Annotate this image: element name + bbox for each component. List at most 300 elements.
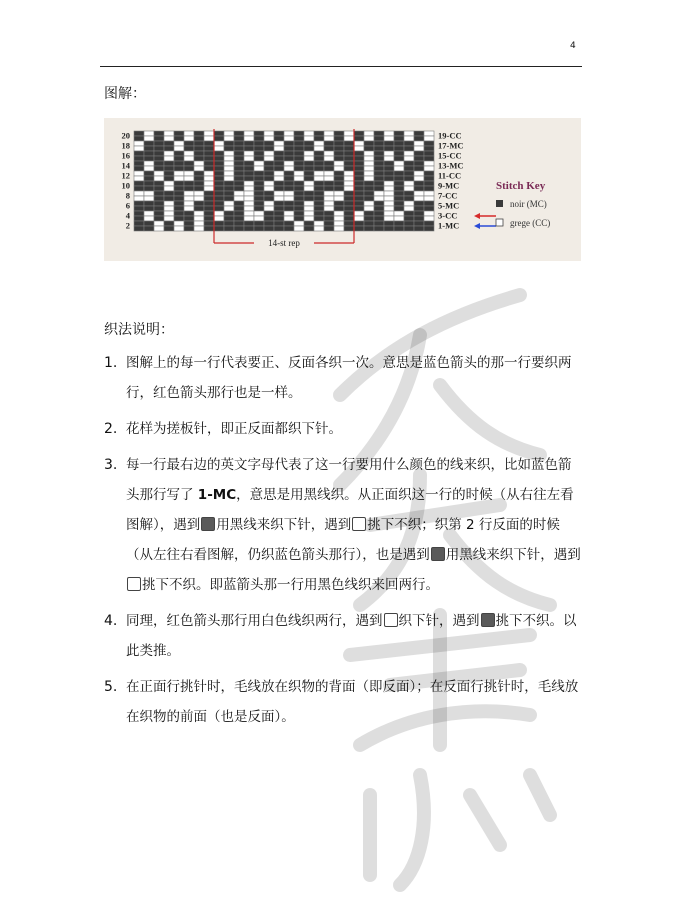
step-text: 花样为搓板针，即正反面都织下针。 [126,421,342,437]
chart-cell [304,221,314,226]
chart-cell [334,146,344,151]
row-number: 6 [125,200,130,211]
chart-cell [234,141,244,146]
chart-cell [424,211,434,216]
chart-cell [234,221,244,226]
chart-cell [344,191,354,196]
chart-cell [274,146,284,151]
chart-cell [354,171,364,176]
chart-cell [154,201,164,206]
chart-cell [244,206,254,211]
chart-cell [184,141,194,146]
chart-cell [394,196,404,201]
chart-cell [324,186,334,191]
chart-cell [334,161,344,166]
chart-cell [414,151,424,156]
chart-cell [394,226,404,231]
chart-cell [184,206,194,211]
step-text: 在正面行挑针时，毛线放在织物的背面（即反面）；在反面行挑针时，毛线放在织物的前面（也是反面）。 [126,679,579,725]
chart-cell [264,136,274,141]
chart-cell [224,196,234,201]
chart-cell [274,136,284,141]
chart-cell [274,151,284,156]
row-label: 1-MC [438,220,460,231]
chart-cell [244,171,254,176]
chart-cell [344,146,354,151]
chart-cell [294,221,304,226]
chart-cell [164,166,174,171]
chart-cell [304,161,314,166]
chart-cell [234,131,244,136]
chart-cell [294,186,304,191]
chart-cell [364,146,374,151]
chart-cell [424,166,434,171]
chart-cell [284,181,294,186]
chart-cell [264,201,274,206]
chart-cell [364,221,374,226]
chart-cell [194,171,204,176]
chart-cell [184,221,194,226]
chart-cell [414,216,424,221]
chart-cell [194,131,204,136]
chart-cell [284,146,294,151]
chart-cell [284,211,294,216]
chart-cell [304,146,314,151]
chart-cell [404,141,414,146]
chart-cell [174,216,184,221]
chart-cell [164,211,174,216]
chart-cell [284,176,294,181]
stitch-key [496,180,550,228]
chart-cell [254,141,264,146]
chart-cell [334,171,344,176]
chart-cell [384,136,394,141]
chart-cell [314,191,324,196]
chart-cell [274,176,284,181]
chart-cell [214,156,224,161]
chart-cell [404,156,414,161]
chart-cell [204,181,214,186]
chart-cell [364,151,374,156]
chart-cell [414,176,424,181]
chart-cell [384,161,394,166]
chart-cell [384,181,394,186]
chart-cell [254,201,264,206]
chart-cell [384,226,394,231]
chart-cell [284,216,294,221]
chart-cell [354,201,364,206]
chart-cell [164,146,174,151]
chart-cell [214,211,224,216]
row-numbers [122,131,131,231]
chart-cell [164,176,174,181]
chart-cell [334,196,344,201]
red-arrow-icon [474,213,480,219]
chart-cell [254,151,264,156]
chart-cell [294,171,304,176]
chart-cell [274,221,284,226]
chart-cell [354,226,364,231]
chart-cell [314,186,324,191]
chart-cell [234,181,244,186]
chart-cell [274,206,284,211]
chart-cell [324,161,334,166]
chart-cell [294,156,304,161]
chart-cell [334,186,344,191]
row-labels [438,131,464,231]
chart-cell [174,201,184,206]
chart-cell [374,216,384,221]
chart-cell [344,131,354,136]
chart-cell [234,136,244,141]
chart-cell [214,136,224,141]
chart-cell [134,136,144,141]
colorwork-chart [104,118,581,261]
chart-cell [394,201,404,206]
chart-cell [224,136,234,141]
chart-cell [394,171,404,176]
chart-cell [144,156,154,161]
chart-cell [184,186,194,191]
chart-cell [224,171,234,176]
chart-cell [344,226,354,231]
chart-cell [154,161,164,166]
chart-cell [204,176,214,181]
chart-cell [364,166,374,171]
key-title: Stitch Key [496,180,546,192]
chart-cell [314,216,324,221]
dark-square-icon [201,517,215,531]
chart-cell [304,196,314,201]
chart-cell [384,131,394,136]
chart-cell [224,141,234,146]
chart-cell [284,186,294,191]
chart-cell [134,146,144,151]
chart-cell [344,161,354,166]
chart-cell [154,171,164,176]
step-text: 挑下不织。以此类推。 [126,613,577,659]
chart-cell [304,186,314,191]
chart-cell [414,196,424,201]
chart-cell [164,161,174,166]
chart-cell [244,161,254,166]
chart-cell [344,156,354,161]
chart-cell [384,186,394,191]
chart-cell [184,176,194,181]
chart-cell [294,166,304,171]
chart-cell [224,146,234,151]
chart-cell [134,201,144,206]
chart-cell [294,196,304,201]
chart-cell [134,131,144,136]
chart-cell [134,186,144,191]
chart-cell [174,181,184,186]
mc-code: 1-MC [197,487,237,503]
chart-cell [274,196,284,201]
chart-cell [404,131,414,136]
chart-cell [184,161,194,166]
chart-cell [134,216,144,221]
chart-cell [334,226,344,231]
chart-cell [234,201,244,206]
chart-cell [294,136,304,141]
chart-cell [274,191,284,196]
chart-cell [424,161,434,166]
chart-cell [304,151,314,156]
chart-cell [344,206,354,211]
chart-cell [164,201,174,206]
chart-cell [174,196,184,201]
chart-cell [334,166,344,171]
step-text: 每一行最右边的英文字母代表了这一行要用什么颜色的线来织，比如蓝色箭头那行写了 [126,457,572,503]
chart-cell [244,221,254,226]
chart-cell [384,201,394,206]
row-number: 16 [121,150,130,161]
chart-cell [414,226,424,231]
chart-cell [304,141,314,146]
chart-cell [184,211,194,216]
chart-cell [304,166,314,171]
chart-cell [204,136,214,141]
chart-cell [254,181,264,186]
chart-cell [194,146,204,151]
chart-cell [194,151,204,156]
chart-cell [164,136,174,141]
chart-cell [344,171,354,176]
chart-cell [324,166,334,171]
chart-cell [194,226,204,231]
chart-cell [174,186,184,191]
chart-cell [234,206,244,211]
chart-cell [404,181,414,186]
chart-cell [354,136,364,141]
row-number: 14 [121,160,130,171]
chart-cell [274,171,284,176]
chart-cell [244,226,254,231]
chart-cell [334,151,344,156]
chart-grid [134,131,434,231]
chart-cell [224,181,234,186]
chart-cell [184,146,194,151]
chart-cell [374,176,384,181]
step-2 [104,414,584,444]
chart-cell [164,171,174,176]
chart-cell [144,226,154,231]
light-square-icon [352,517,366,531]
row-number: 2 [125,220,130,231]
chart-cell [184,136,194,141]
chart-cell [294,176,304,181]
chart-cell [424,181,434,186]
chart-cell [414,221,424,226]
chart-cell [314,131,324,136]
instruction-list [104,348,584,738]
chart-cell [344,221,354,226]
chart-cell [414,141,424,146]
chart-cell [204,141,214,146]
chart-cell [394,156,404,161]
chart-cell [164,206,174,211]
chart-cell [424,131,434,136]
chart-cell [394,131,404,136]
step-text: 挑下不织。即蓝箭头那一行用黑色线织来回两行。 [142,577,439,593]
step-text: 同理，红色箭头那行用白色线织两行，遇到 [126,613,383,629]
chart-cell [224,191,234,196]
chart-cell [374,171,384,176]
chart-cell [364,171,374,176]
chart-cell [254,206,264,211]
chart-cell [194,176,204,181]
chart-cell [344,211,354,216]
chart-cell [404,161,414,166]
chart-cell [394,146,404,151]
chart-cell [274,131,284,136]
chart-cell [254,176,264,181]
chart-cell [144,206,154,211]
chart-cell [144,151,154,156]
chart-cell [424,201,434,206]
chart-cell [354,216,364,221]
chart-cell [384,166,394,171]
chart-cell [384,171,394,176]
chart-cell [404,226,414,231]
chart-cell [184,166,194,171]
chart-cell [294,131,304,136]
chart-cell [274,226,284,231]
chart-cell [314,201,324,206]
row-label: 15-CC [438,150,462,161]
chart-cell [424,196,434,201]
chart-cell [424,171,434,176]
chart-cell [254,186,264,191]
chart-cell [224,156,234,161]
chart-cell [394,151,404,156]
chart-cell [244,176,254,181]
chart-cell [424,141,434,146]
chart-cell [184,156,194,161]
row-label: 11-CC [438,170,462,181]
chart-cell [284,171,294,176]
key-dark-swatch [496,200,503,207]
chart-cell [294,181,304,186]
chart-cell [414,146,424,151]
chart-cell [284,206,294,211]
chart-cell [404,211,414,216]
chart-cell [394,141,404,146]
chart-cell [334,136,344,141]
chart-cell [154,221,164,226]
step-number: 1. [104,355,118,371]
key-light-swatch [496,219,503,226]
row-label: 13-MC [438,160,464,171]
chart-cell [314,171,324,176]
chart-cell [224,201,234,206]
chart-cell [354,206,364,211]
chart-cell [214,191,224,196]
chart-cell [264,191,274,196]
chart-cell [134,221,144,226]
chart-cell [324,141,334,146]
chart-cell [154,131,164,136]
chart-cell [134,141,144,146]
chart-cell [294,161,304,166]
chart-cell [264,186,274,191]
chart-cell [144,141,154,146]
chart-cell [234,176,244,181]
chart-cell [214,201,224,206]
chart-cell [324,206,334,211]
chart-cell [244,196,254,201]
chart-cell [324,196,334,201]
chart-cell [234,191,244,196]
chart-cell [364,161,374,166]
chart-cell [134,176,144,181]
chart-cell [404,201,414,206]
chart-cell [334,191,344,196]
chart-cell [154,181,164,186]
step-1 [104,348,584,408]
chart-cell [404,171,414,176]
chart-cell [214,146,224,151]
chart-cell [304,131,314,136]
chart-cell [174,146,184,151]
chart-cell [164,131,174,136]
chart-cell [144,161,154,166]
chart-cell [324,146,334,151]
dark-square-icon [431,547,445,561]
chart-cell [354,196,364,201]
chart-cell [154,216,164,221]
chart-cell [164,151,174,156]
chart-cell [154,196,164,201]
row-label: 5-MC [438,200,460,211]
chart-cell [414,161,424,166]
repeat-label: 14-st rep [268,238,300,248]
chart-cell [154,156,164,161]
chart-cell [364,131,374,136]
chart-cell [144,216,154,221]
chart-cell [314,206,324,211]
chart-section-title: 图解： [104,86,146,102]
chart-cell [274,166,284,171]
chart-cell [234,211,244,216]
row-label: 7-CC [438,190,458,201]
chart-cell [204,206,214,211]
row-label: 9-MC [438,180,460,191]
chart-cell [374,221,384,226]
step-text: 挑下不织；织第 2 行反面的时候（从左往右看图解，仍织蓝色箭头那行），也是遇到 [126,517,560,563]
chart-cell [294,216,304,221]
chart-cell [264,146,274,151]
chart-cell [364,216,374,221]
chart-cell [414,206,424,211]
chart-cell [294,206,304,211]
chart-cell [304,136,314,141]
chart-cell [194,156,204,161]
blue-arrow-icon [474,223,480,229]
chart-cell [294,201,304,206]
chart-cell [254,136,264,141]
chart-cell [254,196,264,201]
chart-cell [404,186,414,191]
chart-cell [224,176,234,181]
chart-cell [174,156,184,161]
chart-cell [354,161,364,166]
chart-cell [314,141,324,146]
chart-cell [304,201,314,206]
chart-cell [144,196,154,201]
chart-cell [414,156,424,161]
